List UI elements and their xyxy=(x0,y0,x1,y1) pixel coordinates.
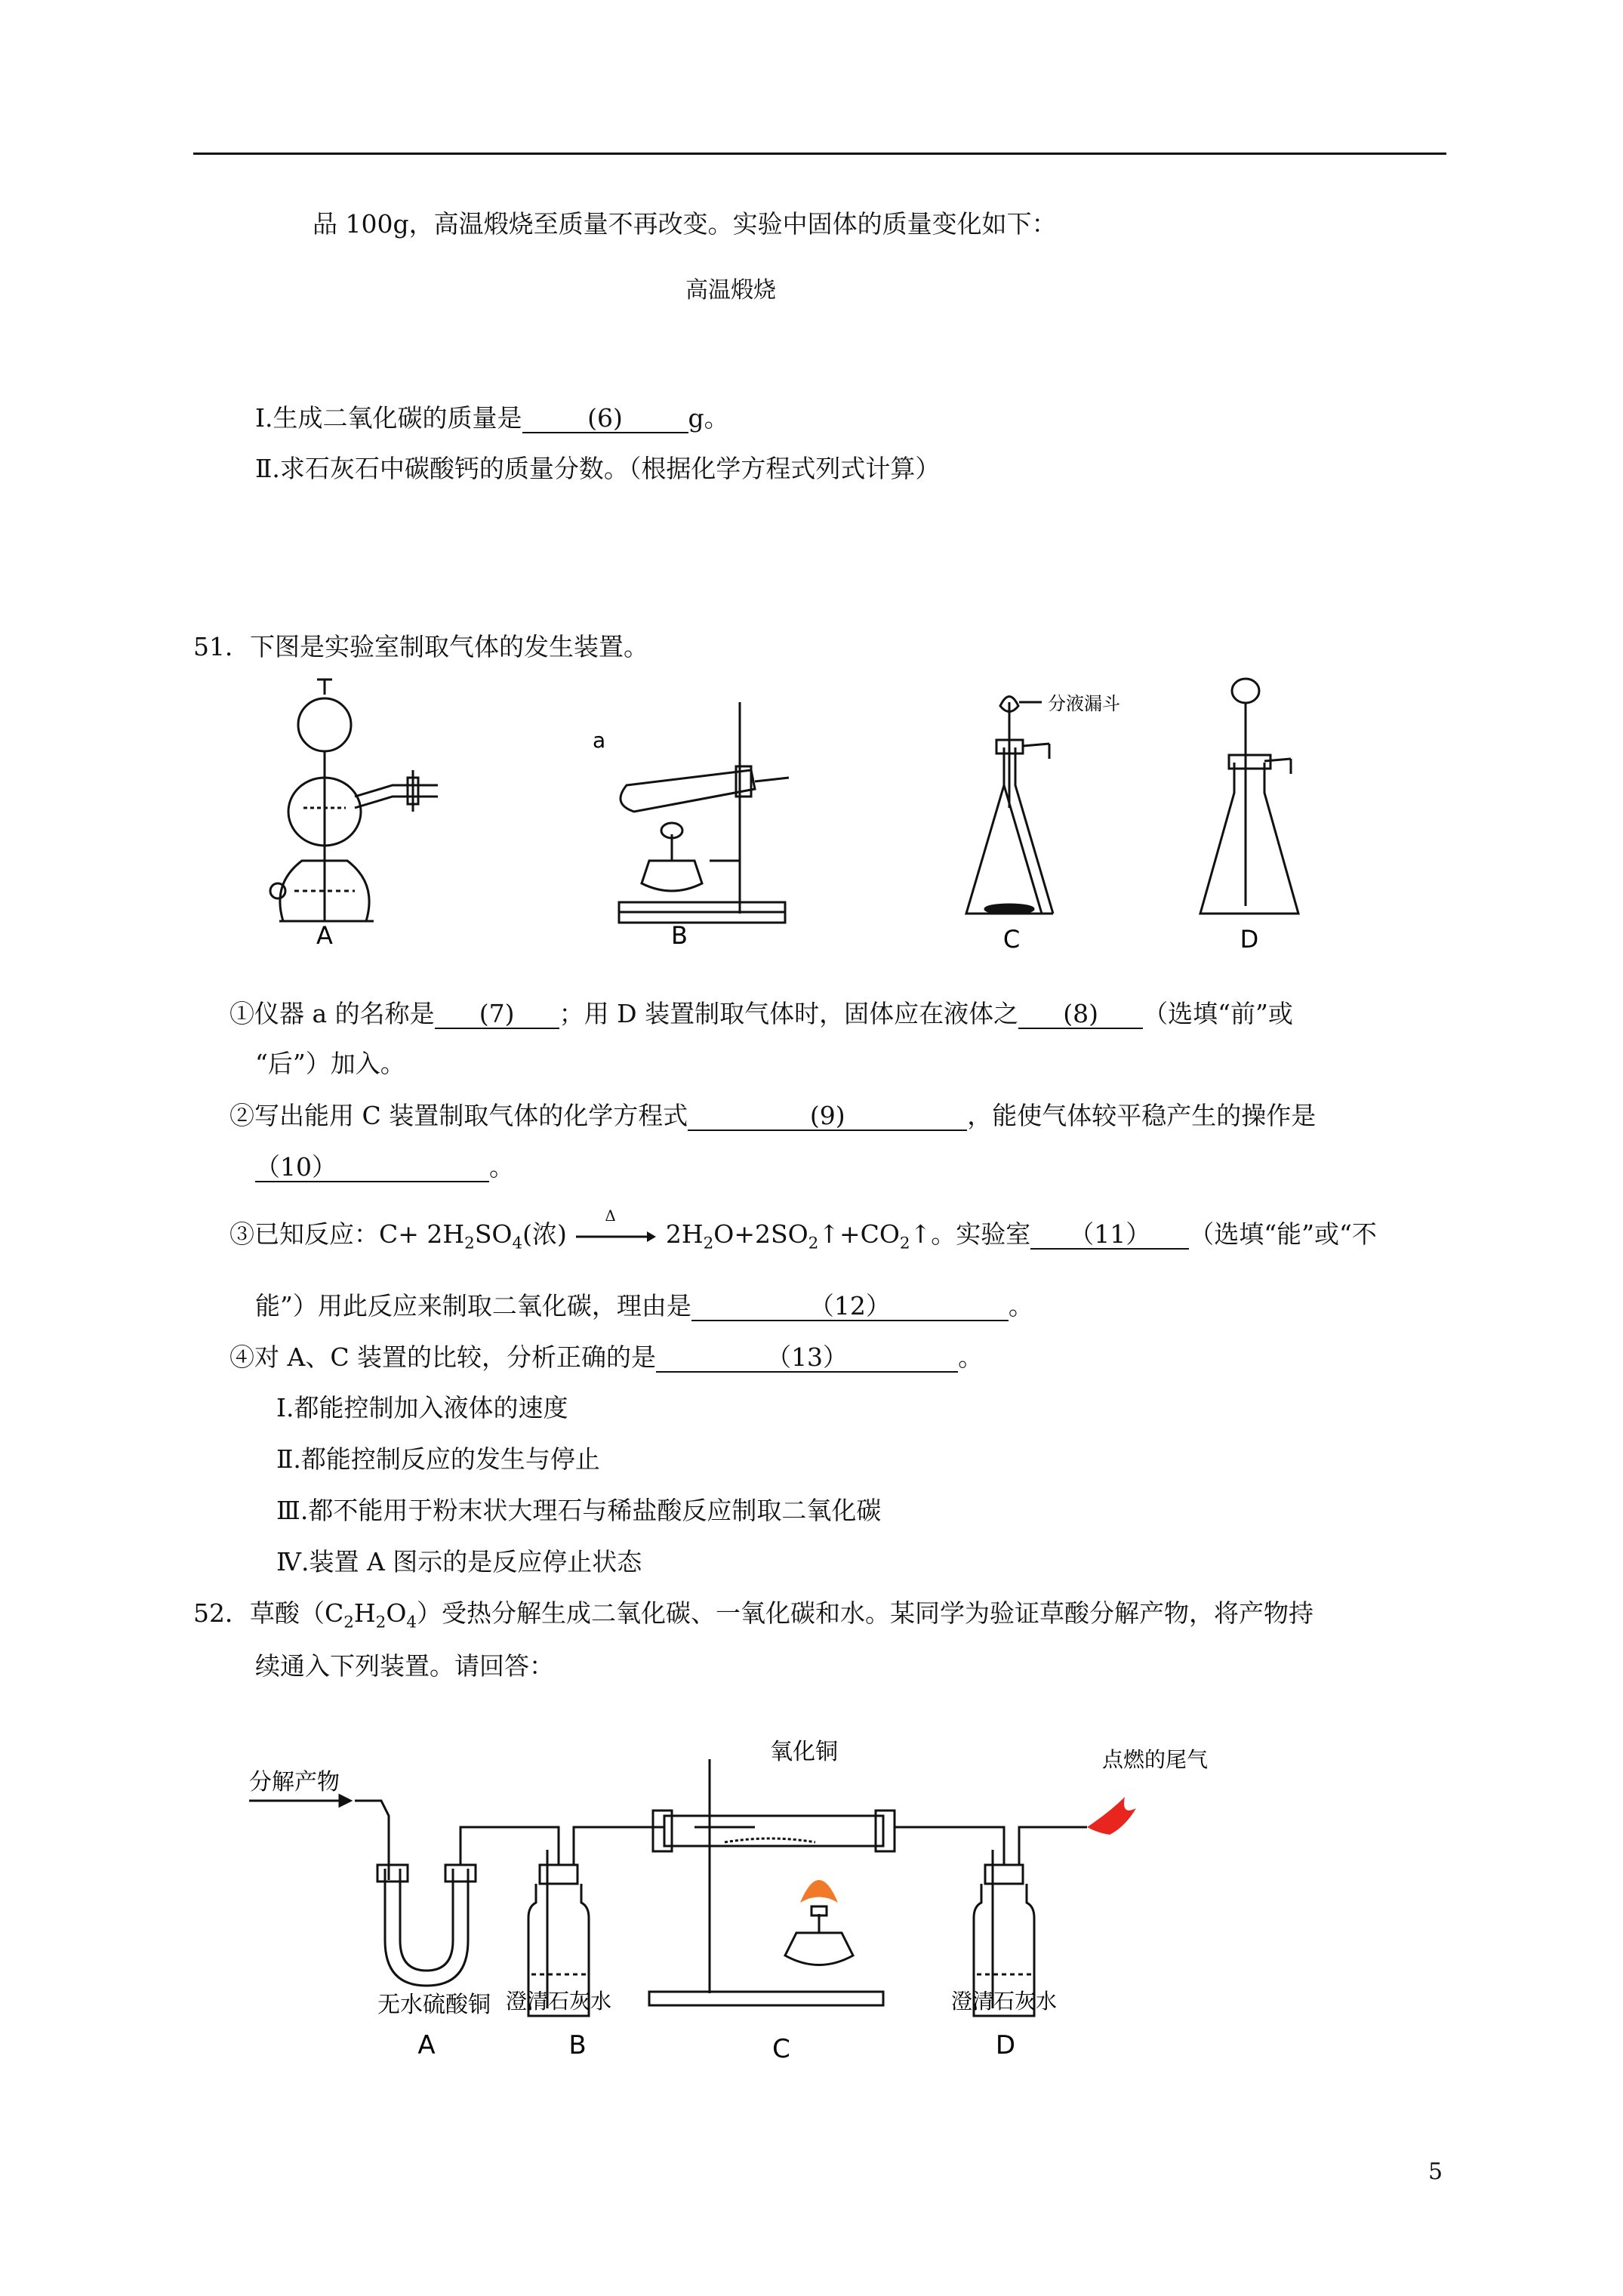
header-rule xyxy=(193,153,1446,155)
label-C: C xyxy=(772,2034,790,2061)
label-B: B xyxy=(568,2030,587,2060)
q51-option-3: Ⅲ.都不能用于粉末状大理石与稀盐酸反应制取二氧化碳 xyxy=(276,1496,882,1525)
q52-line-2: 续通入下列装置。请回答： xyxy=(255,1651,554,1681)
label-D: D xyxy=(995,2030,1016,2060)
answer-blank-6[interactable]: (6) xyxy=(522,405,688,433)
label-copper-oxide: 氧化铜 xyxy=(770,1739,838,1765)
answer-blank-10[interactable]: （10） xyxy=(255,1154,489,1182)
q51-item-2: ②写出能用 C 装置制取气体的化学方程式 (9) ，能使气体较平稳产生的操作是 xyxy=(229,1101,1317,1130)
q51-item-3-cont: 能”）用此反应来制取二氧化碳，理由是 （12） 。 xyxy=(255,1291,1033,1321)
kipp-generator-diagram xyxy=(270,680,438,921)
answer-blank-13[interactable]: （13） xyxy=(656,1344,958,1373)
q50-part-ii: Ⅱ.求石灰石中碳酸钙的质量分数。（根据化学方程式列式计算） xyxy=(255,454,941,483)
q52-line-1: 52．草酸$(C_2H_2O_4)$受热分解生成二氧化碳、一氧化碳和水。某同学为验证草酸分解产物，将产物持 xyxy=(193,1598,1314,1632)
q51-title: 51．下图是实验室制取气体的发生装置。 xyxy=(193,632,648,661)
intro-line: 品 100g，高温煅烧至质量不再改变。实验中固体的质量变化如下： xyxy=(313,209,1057,239)
label-B: B xyxy=(671,921,688,950)
q51-option-2: Ⅱ.都能控制反应的发生与停止 xyxy=(276,1444,600,1474)
q51-option-4: Ⅳ.装置 A 图示的是反应停止状态 xyxy=(276,1547,642,1576)
label-limewater-b: 澄清石灰水 xyxy=(505,1989,612,2014)
q51-item-1: ①仪器 a 的名称是 (7) ；用 D 装置制取气体时，固体应在液体之 (8) （选填“前”或 xyxy=(229,999,1293,1028)
label-limewater-d: 澄清石灰水 xyxy=(950,1989,1058,2014)
answer-blank-9[interactable]: (9) xyxy=(688,1102,967,1131)
flask-with-long-funnel-diagram xyxy=(1200,679,1298,914)
label-tail-gas: 点燃的尾气 xyxy=(1102,1747,1209,1772)
washing-bottle-d-diagram xyxy=(895,1827,1087,2016)
q51-apparatus-figure xyxy=(249,672,1321,966)
answer-blank-12[interactable]: （12） xyxy=(691,1293,1009,1321)
heating-apparatus-diagram xyxy=(619,702,789,923)
label-A: A xyxy=(316,921,333,950)
flask-with-funnel-diagram xyxy=(966,697,1053,914)
washing-bottle-b-diagram xyxy=(528,1827,664,2016)
heat-arrow: Δ xyxy=(574,1225,658,1247)
label-A: A xyxy=(417,2030,436,2060)
label-separatory-funnel: 分液漏斗 xyxy=(1048,693,1120,714)
page-number: 5 xyxy=(1428,2159,1443,2185)
q50-part-i: Ⅰ.生成二氧化碳的质量是 (6) g。 xyxy=(255,403,729,433)
burner-flame-icon xyxy=(800,1880,838,1903)
q51-item-2-cont: （10） 。 xyxy=(255,1152,514,1182)
answer-blank-8[interactable]: (8) xyxy=(1018,1000,1143,1029)
q51-option-1: Ⅰ.都能控制加入液体的速度 xyxy=(276,1393,568,1422)
label-anhydrous-copper-sulfate: 无水硫酸铜 xyxy=(377,1992,491,2018)
label-decomposition-products: 分解产物 xyxy=(249,1769,340,1795)
q51-item-4: ④对 A、C 装置的比较，分析正确的是 （13） 。 xyxy=(229,1342,984,1372)
answer-blank-11[interactable]: （11） xyxy=(1030,1221,1189,1250)
heat-label: 高温煅烧 xyxy=(685,277,776,304)
label-C: C xyxy=(1002,925,1021,954)
combustion-tube-diagram xyxy=(649,1759,895,2005)
q51-item-3: ③已知反应：$C+ 2H_2SO_4$(浓) Δ $2H_2O+2SO_2↑+CO_2↑$。实验室 （11） （选填“能”或“不 xyxy=(229,1207,1377,1253)
label-D: D xyxy=(1240,925,1259,954)
label-instrument-a: a xyxy=(593,728,606,753)
q52-apparatus-figure xyxy=(242,1714,1223,2061)
answer-blank-7[interactable]: (7) xyxy=(435,1000,559,1029)
tail-gas-flame-icon xyxy=(1087,1797,1136,1835)
q51-item-1-cont: “后”）加入。 xyxy=(255,1049,405,1078)
